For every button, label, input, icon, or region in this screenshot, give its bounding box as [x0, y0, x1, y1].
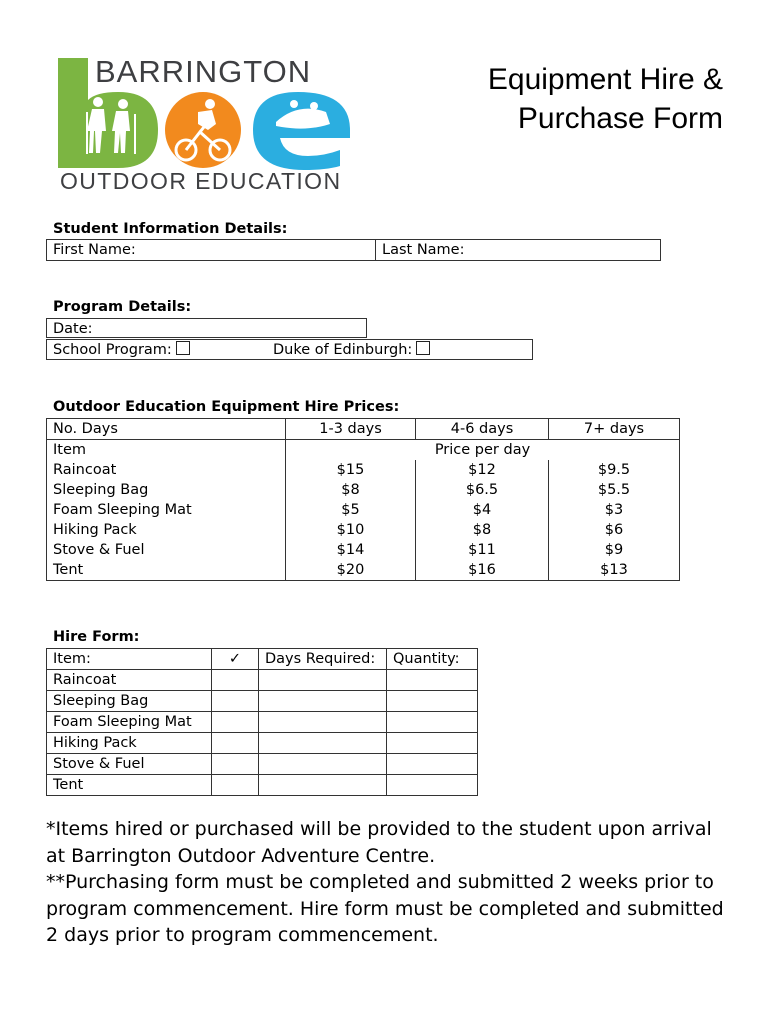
- table-row: [47, 520, 680, 540]
- price-value: $12: [416, 460, 549, 480]
- form-title: [400, 60, 723, 138]
- prices-heading: Outdoor Education Equipment Hire Prices:: [53, 399, 400, 415]
- checkmark-icon: ✓: [212, 649, 259, 670]
- table-row: [47, 733, 478, 754]
- prices-header-row: [47, 419, 680, 440]
- table-row: [47, 775, 478, 796]
- hire-check-cell[interactable]: [212, 775, 259, 796]
- price-value: $20: [286, 560, 416, 581]
- price-value: $8: [416, 520, 549, 540]
- hire-quantity-cell[interactable]: [387, 733, 478, 754]
- date-label: Date:: [53, 321, 93, 337]
- table-row: [47, 460, 680, 480]
- hire-header-row: [47, 649, 478, 670]
- hire-col-item: Item:: [47, 649, 212, 670]
- hire-item: Foam Sleeping Mat: [47, 712, 212, 733]
- table-row: [47, 712, 478, 733]
- price-value: $14: [286, 540, 416, 560]
- last-name-label: Last Name:: [382, 242, 465, 258]
- footnote-deadlines: **Purchasing form must be completed and submitted 2 weeks prior to program commencement. Hire form must be completed and submitted 2 days prior to program commencement.: [46, 871, 724, 946]
- duke-of-edinburgh-checkbox[interactable]: [416, 341, 430, 355]
- table-row: [47, 500, 680, 520]
- price-value: $5: [286, 500, 416, 520]
- price-item: Hiking Pack: [47, 520, 286, 540]
- footnotes: [46, 816, 736, 949]
- prices-col-1-3: 1-3 days: [286, 419, 416, 440]
- price-item: Stove & Fuel: [47, 540, 286, 560]
- hire-col-days: Days Required:: [259, 649, 387, 670]
- hire-quantity-cell[interactable]: [387, 691, 478, 712]
- hire-check-cell[interactable]: [212, 754, 259, 775]
- prices-col-days: No. Days: [47, 419, 286, 440]
- price-item: Raincoat: [47, 460, 286, 480]
- hire-quantity-cell[interactable]: [387, 754, 478, 775]
- hire-quantity-cell[interactable]: [387, 670, 478, 691]
- school-program-label: School Program:: [53, 342, 172, 358]
- program-type-row: [46, 339, 533, 360]
- price-per-day-label: Price per day: [286, 440, 680, 461]
- duke-of-edinburgh-label: Duke of Edinburgh:: [273, 342, 413, 358]
- first-name-field[interactable]: [47, 240, 376, 261]
- student-info-table: [46, 239, 661, 261]
- student-info-heading: Student Information Details:: [53, 221, 288, 237]
- hire-item: Raincoat: [47, 670, 212, 691]
- hire-col-quantity: Quantity:: [387, 649, 478, 670]
- duke-of-edinburgh-group: [273, 340, 430, 361]
- price-value: $16: [416, 560, 549, 581]
- hire-quantity-cell[interactable]: [387, 775, 478, 796]
- hire-item: Tent: [47, 775, 212, 796]
- program-details-heading: Program Details:: [53, 299, 192, 315]
- prices-col-4-6: 4-6 days: [416, 419, 549, 440]
- form-title-line1: Equipment Hire &: [487, 63, 723, 96]
- logo-bottom-text: OUTDOOR EDUCATION: [60, 168, 342, 194]
- hire-item: Stove & Fuel: [47, 754, 212, 775]
- footnote-arrival: *Items hired or purchased will be provided to the student upon arrival at Barrington Outdoor Adventure Centre.: [46, 818, 712, 867]
- hire-item: Hiking Pack: [47, 733, 212, 754]
- hire-check-cell[interactable]: [212, 712, 259, 733]
- prices-item-label: Item: [47, 440, 286, 461]
- hire-item: Sleeping Bag: [47, 691, 212, 712]
- hire-check-cell[interactable]: [212, 691, 259, 712]
- price-value: $10: [286, 520, 416, 540]
- prices-col-7plus: 7+ days: [549, 419, 680, 440]
- form-title-line2: Purchase Form: [517, 102, 723, 135]
- hire-days-cell[interactable]: [259, 691, 387, 712]
- price-value: $6.5: [416, 480, 549, 500]
- school-program-checkbox[interactable]: [176, 341, 190, 355]
- price-value: $8: [286, 480, 416, 500]
- last-name-field[interactable]: [376, 240, 661, 261]
- hire-days-cell[interactable]: [259, 733, 387, 754]
- price-item: Foam Sleeping Mat: [47, 500, 286, 520]
- price-value: $15: [286, 460, 416, 480]
- prices-subheader-row: [47, 440, 680, 461]
- table-row: [47, 670, 478, 691]
- hire-check-cell[interactable]: [212, 733, 259, 754]
- table-row: [47, 540, 680, 560]
- date-field[interactable]: [46, 318, 367, 338]
- hire-check-cell[interactable]: [212, 670, 259, 691]
- table-row: [47, 691, 478, 712]
- hire-quantity-cell[interactable]: [387, 712, 478, 733]
- barrington-logo: [58, 52, 358, 194]
- hire-days-cell[interactable]: [259, 712, 387, 733]
- price-value: $9: [549, 540, 680, 560]
- price-value: $5.5: [549, 480, 680, 500]
- price-value: $4: [416, 500, 549, 520]
- hire-days-cell[interactable]: [259, 670, 387, 691]
- table-row: [47, 754, 478, 775]
- price-item: Tent: [47, 560, 286, 581]
- price-value: $6: [549, 520, 680, 540]
- hire-form-table: [46, 648, 478, 796]
- price-value: $3: [549, 500, 680, 520]
- prices-table: [46, 418, 680, 581]
- price-item: Sleeping Bag: [47, 480, 286, 500]
- price-value: $11: [416, 540, 549, 560]
- price-value: $9.5: [549, 460, 680, 480]
- hire-days-cell[interactable]: [259, 775, 387, 796]
- price-value: $13: [549, 560, 680, 581]
- hire-days-cell[interactable]: [259, 754, 387, 775]
- first-name-label: First Name:: [53, 242, 136, 258]
- table-row: [47, 480, 680, 500]
- hire-form-heading: Hire Form:: [53, 629, 140, 645]
- logo-top-text: BARRINGTON: [95, 54, 312, 89]
- table-row: [47, 560, 680, 581]
